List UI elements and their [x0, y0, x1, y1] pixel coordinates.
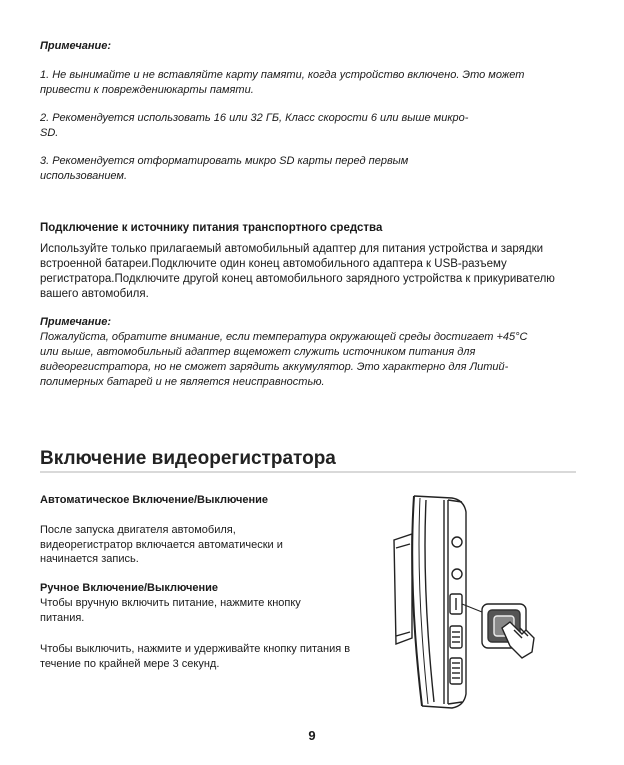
power-section-title: Подключение к источнику питания транспортного средства [40, 222, 383, 234]
note-item-3: 3. Рекомендуется отформатировать микро SD карты перед первым использованием. [40, 155, 409, 182]
manual-off-text: Чтобы выключить, нажмите и удерживайте кнопку питания в течение по крайней мере 3 секунд. [40, 643, 351, 670]
manual-onoff-title: Ручное Включение/Выключение [40, 582, 218, 594]
auto-onoff-title: Автоматическое Включение/Выключение [40, 494, 268, 506]
auto-onoff-text: После запуска двигателя автомобиля, видеорегистратор включается автоматически и начинается запись. [40, 524, 283, 565]
page-number: 9 [308, 728, 316, 743]
note-title: Примечание: [40, 40, 112, 52]
note-item-1: 1. Не вынимайте и не вставляйте карту памяти, когда устройство включено. Это может привести к повреждениюкарты памяти. [40, 69, 525, 96]
manual-on-text: Чтобы вручную включить питание, нажмите кнопку питания. [40, 597, 301, 624]
note2-title: Примечание: [40, 316, 112, 328]
note2-text: Пожалуйста, обратите внимание, если температура окружающей среды достигает +45°C или выше, автомобильный адаптер вщеможет служить источником питания для видеорегистратора, но не сможет зарядить аккумулятор. Это характерно для Литий-полимерных батарей и не является неисправностью. [40, 331, 528, 388]
heading-divider [40, 471, 576, 473]
note-item-2: 2. Рекомендуется использовать 16 или 32 ГБ, Класс скорости 6 или выше микро-SD. [40, 112, 469, 139]
power-section-text: Используйте только прилагаемый автомобильный адаптер для питания устройства и зарядки встроенной батареи.Подключите один конец автомобильного адаптера к USB-разъему регистратора.Подключите другой конец автомобильного зарядного устройства к прикуривателю вашего автомобиля. [40, 243, 555, 300]
dashcam-illustration [382, 488, 592, 718]
section-heading: Включение видеорегистратора [40, 448, 336, 469]
